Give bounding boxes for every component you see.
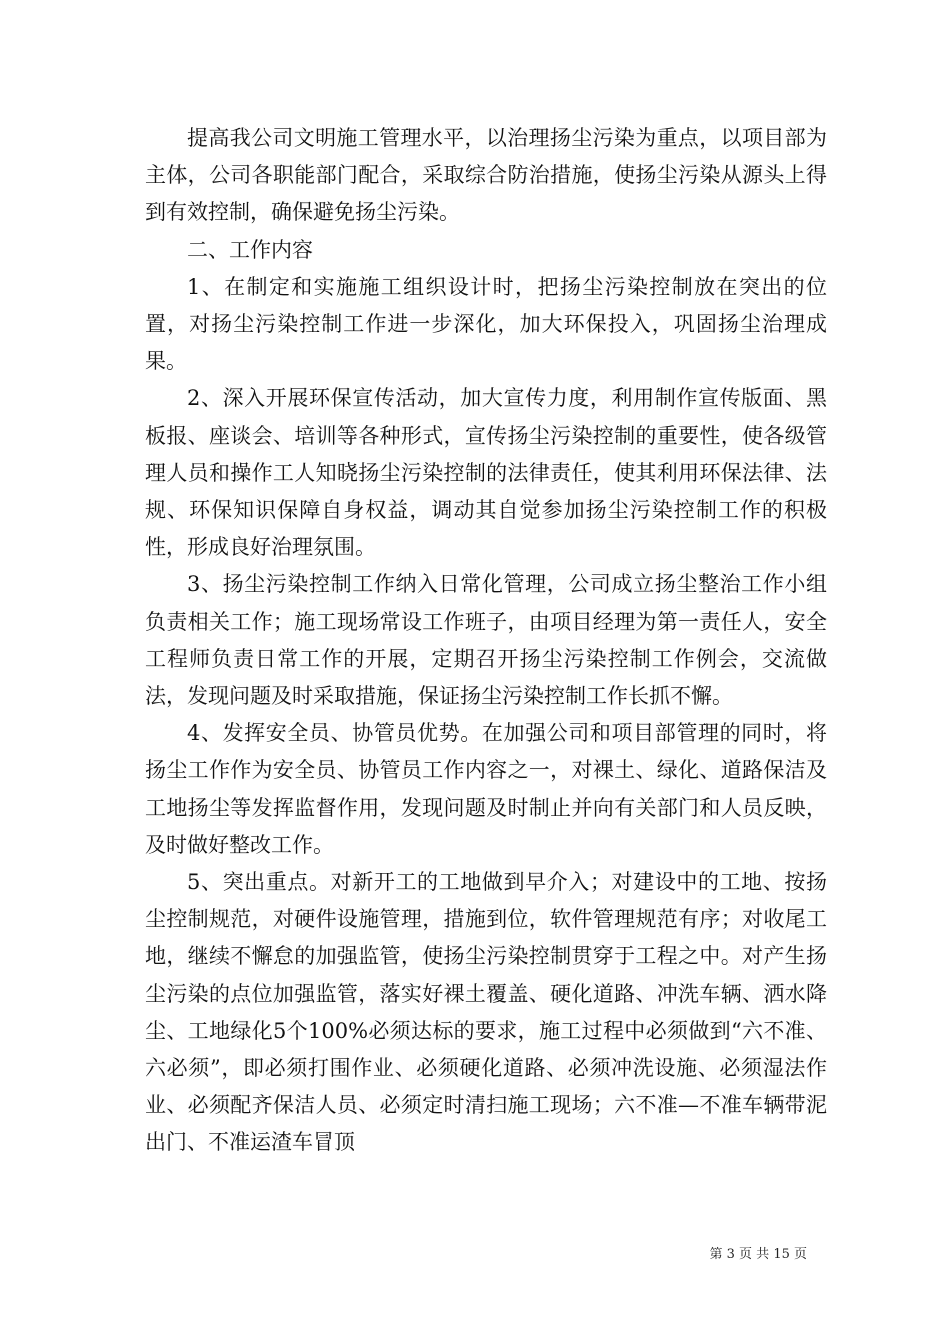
paragraph-item-1: 1、在制定和实施施工组织设计时，把扬尘污染控制放在突出的位置，对扬尘污染控制工作进一步深化，加大环保投入，巩固扬尘治理成果。: [145, 274, 827, 374]
paragraph-item-3: 3、扬尘污染控制工作纳入日常化管理，公司成立扬尘整治工作小组负责相关工作；施工现场常设工作班子，由项目经理为第一责任人，安全工程师负责日常工作的开展，定期召开扬尘污染控制工作例会，交流做法，发现问题及时采取措施，保证扬尘污染控制工作长抓不懈。: [145, 572, 827, 709]
paragraph-intro: 提高我公司文明施工管理水平，以治理扬尘污染为重点，以项目部为主体，公司各职能部门配合，采取综合防治措施，使扬尘污染从源头上得到有效控制，确保避免扬尘污染。: [145, 126, 827, 225]
paragraph-item-5: 5、突出重点。对新开工的工地做到早介入；对建设中的工地、按扬尘控制规范，对硬件设施管理，措施到位，软件管理规范有序；对收尾工地，继续不懈怠的加强监管，使扬尘污染控制贯穿于工程之中。对产生扬尘污染的点位加强监管，落实好裸土覆盖、硬化道路、冲洗车辆、洒水降尘、工地绿化5个100%必须达标的要求，施工过程中必须做到“六不准、六必须”，即必须打围作业、必须硬化道路、必须冲洗设施、必须湿法作业、必须配齐保洁人员、必须定时清扫施工现场；六不准—不准车辆带泥出门、不准运渣车冒顶: [145, 870, 827, 1155]
page-number-footer: 第 3 页 共 15 页: [709, 1247, 807, 1262]
document-body: [145, 120, 827, 1162]
paragraph-item-4: 4、发挥安全员、协管员优势。在加强公司和项目部管理的同时，将扬尘工作作为安全员、协管员工作内容之一，对裸土、绿化、道路保洁及工地扬尘等发挥监督作用，发现问题及时制止并向有关部门和人员反映，及时做好整改工作。: [145, 721, 827, 857]
paragraph-item-2: 2、深入开展环保宣传活动，加大宣传力度，利用制作宣传版面、黑板报、座谈会、培训等各种形式，宣传扬尘污染控制的重要性，使各级管理人员和操作工人知晓扬尘污染控制的法律责任，使其利用环保法律、法规、环保知识保障自身权益，调动其自觉参加扬尘污染控制工作的积极性，形成良好治理氛围。: [145, 386, 827, 560]
section-heading-work-content: 二、工作内容: [187, 237, 313, 262]
